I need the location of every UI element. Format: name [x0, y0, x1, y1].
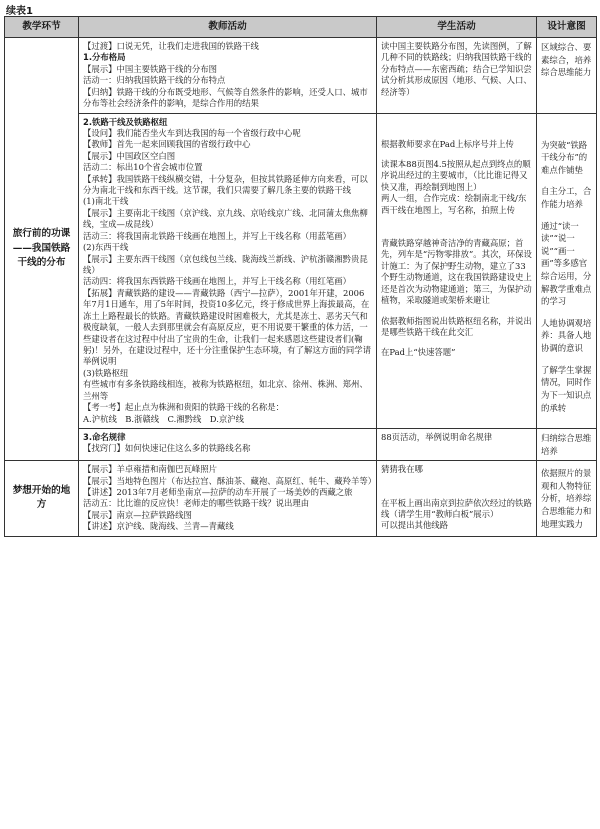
text-line: 活动二：标出10个省会城市位置: [83, 162, 203, 173]
text-line: 【展示】当地特色图片（布达拉宫、酥油茶、藏袍、高原红、牦牛、藏羚羊等）: [83, 475, 377, 486]
text-line: 【展示】主要东西干线图（京包线包兰线、陇海线兰新线、沪杭浙赣湘黔贵昆线）: [83, 253, 368, 276]
text-block: 青藏铁路穿越神奇洁净的青藏高原；首先，列车是“污物零排放”。其次，环保设计施工：为了保护野生动物，建立了33个野生动物通道，这在我国铁路建设史上还是首次为动物建通道；第三，为保护动植物，采取隧道或架桥来避让: [381, 238, 532, 306]
text-line: 【设问】我们能否坐火车到达我国的每一个省级行政中心呢: [83, 127, 301, 138]
text-line: 活动一：归纳我国铁路干线的分布特点: [83, 75, 226, 86]
text-line: 【展示】主要南北干线图（京沪线、京九线、京哈线京广线、北同蒲太焦焦柳线，宝成—成昆线）: [83, 207, 368, 230]
table-header-row: [5, 17, 597, 38]
text-line: 【拓展】青藏铁路的建设——青藏铁路（西宁—拉萨），2001年开建，2006年7月1日通车，用了5年时间，投资10多亿元，终于修成世界上海拔最高，在冻土上路程最长的铁路。青藏铁路建设时困难极大，尤其是冻土、恶劣天气和极度缺氧，一般人去到那里就会有高原反应，更不用说要干繁重的体力活，一些建设者在这过程中付出了宝贵的生命，让我们一起来感恩这些建设者们(鞠躬)！另外，在建设过程中，还十分注重保护生态环境，有了解这方面的同学请举例说明: [83, 287, 372, 367]
text-line: 活动四：将我国东西铁路干线画在地图上，并写上干线名称（用红笔画）: [83, 276, 351, 287]
header-design-intent: 设计意图: [537, 17, 597, 38]
text-line: 【讲述】2013年7月老师坐南京—拉萨的动车开展了一场美妙的西藏之旅: [83, 486, 353, 497]
intent-cell-distribution: 区域综合、要素综合，培养综合思维能力: [537, 38, 597, 114]
teacher-cell-tibet-trip: [79, 461, 377, 537]
header-phase: 教学环节: [5, 17, 79, 38]
student-cell-trunk-lines: [377, 113, 537, 428]
section-heading: 1.分布格局: [83, 52, 126, 63]
text-line: 有些城市有多条铁路线相连，被称为铁路枢纽，如北京、徐州、株洲、郑州、兰州等: [83, 379, 368, 401]
text-block: 为突破“铁路干线分布”的难点作铺垫: [541, 139, 588, 175]
text-block: 根据教师要求在Pad上标序号并上传: [381, 138, 514, 149]
text-line: 【讲述】京沪线、陇海线、兰青—青藏线: [83, 521, 234, 532]
intent-cell-tibet-trip: 依据照片的景观和人物特征分析，培养综合思维能力和地理实践力: [537, 461, 597, 537]
teacher-cell-naming-rules: [79, 428, 377, 460]
text-line: 【承转】我国铁路干线纵横交错，十分复杂，但按其铁路延伸方向来看，可以分为南北干线和东西干线。这节课，我们只需要了解几条主要的铁路干线: [83, 173, 368, 196]
text-line: 活动五：比比谁的反应快！老师走的哪些铁路干线？说出理由: [83, 498, 310, 509]
quiz-options: A.沪杭线 B.浙赣线 C.湘黔线 D.京沪线: [83, 413, 244, 424]
text-line: 活动三：将我国南北铁路干线画在地图上，并写上干线名称（用蓝笔画）: [83, 230, 351, 241]
text-block: 在平板上画出南京到拉萨依次经过的铁路线（请学生用“教师白板”展示）: [381, 497, 532, 519]
text-line: 【考一考】起止点为株洲和贵阳的铁路干线的名称是：: [83, 402, 284, 413]
text-line: (3)铁路枢纽: [83, 367, 129, 378]
text-block: 人地协调观培养：具备人地协调的意识: [541, 317, 592, 354]
text-block: 了解学生掌握情况，同时作为下一知识点的承转: [541, 364, 592, 413]
text-block: 在Pad上“快速答题”: [381, 347, 456, 358]
text-block: 读课本88页图4.5按照从起点到终点的顺序说出经过的主要城市，（比比谁记得又快又准，再绘制到地图上）: [381, 158, 531, 192]
text-block: 猜猜我在哪: [381, 464, 423, 475]
text-block: 通过“读一读”“说一说”“画一画”等多感官综合运用，分解教学重难点的学习: [541, 220, 592, 307]
student-cell-tibet-trip: [377, 461, 537, 537]
teacher-cell-distribution: [79, 38, 377, 114]
section-heading: 2.铁路干线及铁路枢纽: [83, 116, 168, 127]
text-block: 可以提出其他线路: [381, 520, 448, 531]
text-line: 【展示】羊卓雍措和南伽巴瓦峰照片: [83, 464, 217, 475]
text-line: 【展示】中国主要铁路干线的分布图: [83, 63, 217, 74]
student-cell-distribution: 读中国主要铁路分布图，先读图例，了解几种不同的铁路线；归纳我国铁路干线的分布特点——东密西疏；结合已学知识尝试分析其形成原因（地形、气候、人口、经济等）: [377, 38, 537, 114]
intent-cell-naming-rules: 归纳综合思维培养: [537, 428, 597, 460]
table-row: [5, 428, 597, 460]
table-row: [5, 113, 597, 428]
text-block: 自主分工，合作能力培养: [541, 186, 592, 209]
student-cell-naming-rules: 88页活动，举例说明命名规律: [377, 428, 537, 460]
section-heading: 3.命名规律: [83, 431, 126, 442]
text-line: 【展示】中国政区空白图: [83, 150, 176, 161]
text-line: 【归纳】铁路干线的分布既受地形、气候等自然条件的影响，还受人口、城市分布等社会经济条件的影响，是综合作用的结果: [83, 86, 368, 109]
text-line: 【展示】南京—拉萨铁路线图: [83, 509, 192, 520]
header-teacher-activity: 教师活动: [79, 17, 377, 38]
lesson-plan-table: [4, 16, 597, 537]
header-student-activity: 学生活动: [377, 17, 537, 38]
text-line: 【找窍门】如何快速记住这么多的铁路线名称: [83, 443, 251, 454]
text-block: 两人一组，合作完成：绘制南北干线/东西干线在地图上，写名称，拍照上传: [381, 193, 527, 215]
text-line: (2)东西干线: [83, 242, 129, 253]
table-row: [5, 38, 597, 114]
phase-cell-railway-distribution: 旅行前的功课——我国铁路干线的分布: [5, 38, 79, 461]
intent-cell-trunk-lines: [537, 113, 597, 428]
phase-cell-dream-start: 梦想开始的地方: [5, 461, 79, 537]
text-line: 【过渡】口说无凭，让我们走进我国的铁路干线: [83, 41, 259, 51]
table-row: [5, 461, 597, 537]
text-line: (1)南北干线: [83, 196, 129, 207]
table-caption: 续表1: [6, 6, 33, 17]
teacher-cell-trunk-lines: [79, 113, 377, 428]
text-block: 依据教师指图说出铁路枢纽名称，并说出是哪些铁路干线在此交汇: [381, 315, 532, 338]
text-line: 【教师】首先一起来回顾我国的省级行政中心: [83, 139, 251, 150]
